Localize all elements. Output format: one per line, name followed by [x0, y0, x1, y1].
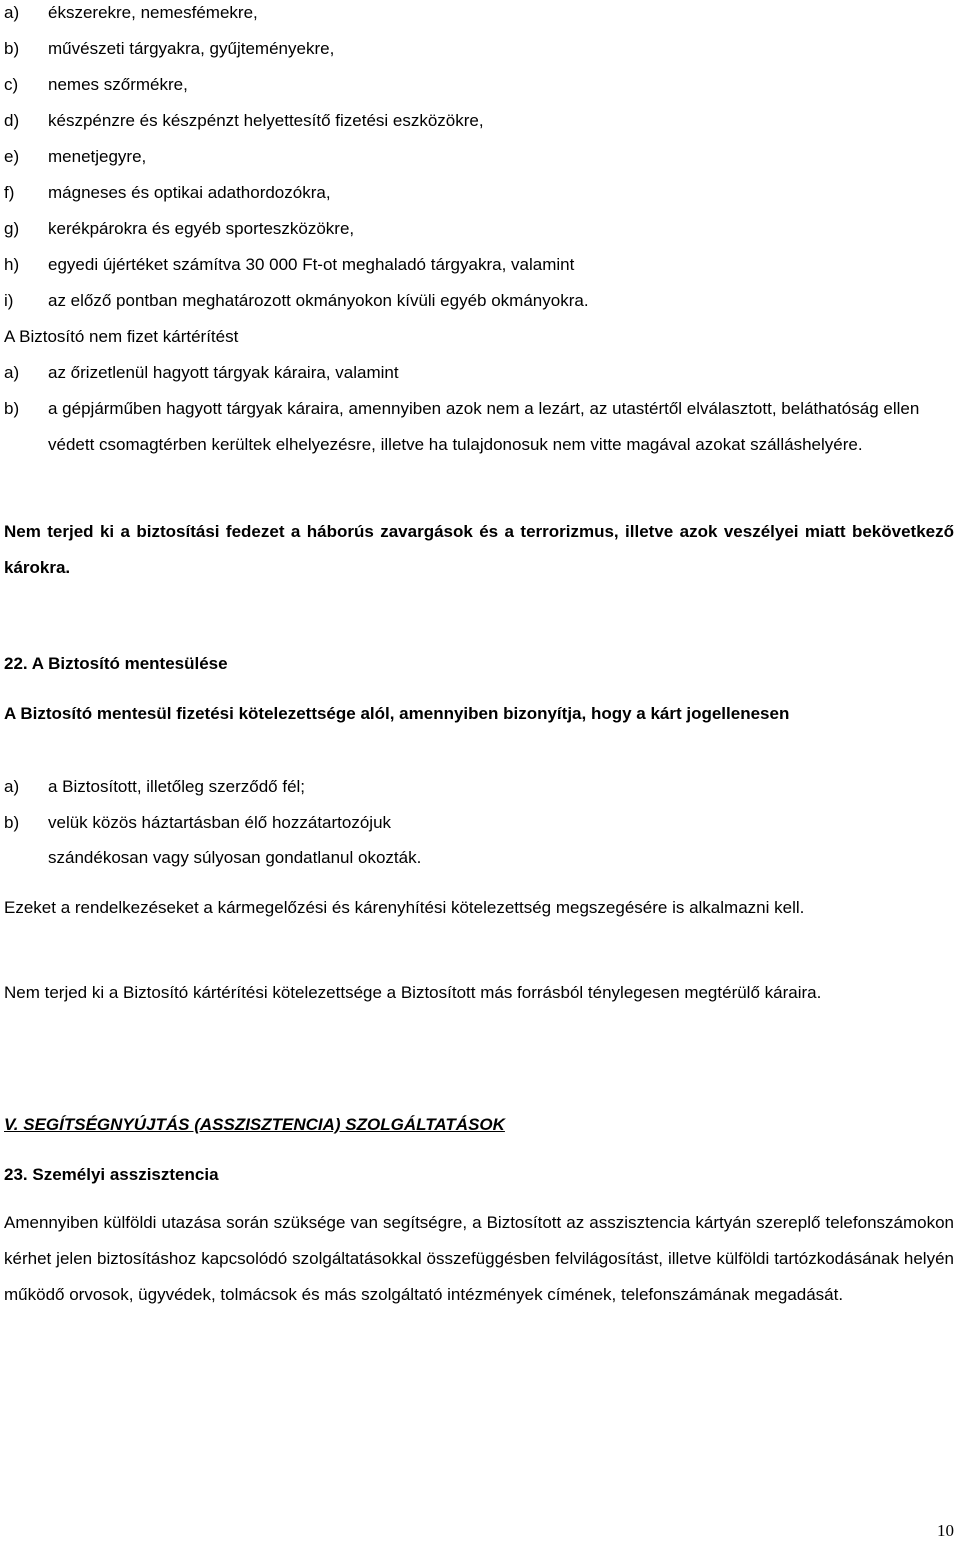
list-text: az előző pontban meghatározott okmányokon kívüli egyéb okmányokra. [48, 291, 589, 310]
list-marker: b) [4, 39, 20, 58]
list-item [4, 3, 954, 23]
list-text: művészeti tárgyakra, gyűjteményekre, [48, 39, 335, 58]
list-item [4, 111, 954, 131]
list-marker: e) [4, 147, 20, 166]
list-marker: c) [4, 75, 19, 94]
exclusion-intro: A Biztosító nem fizet kártérítést [4, 327, 239, 346]
list-item [4, 147, 954, 167]
list-marker: b) [4, 399, 20, 418]
list-text: kerékpárokra és egyéb sporteszközökre, [48, 219, 355, 238]
list-item [4, 255, 954, 275]
list-text: mágneses és optikai adathordozókra, [48, 183, 331, 202]
list-marker: h) [4, 255, 20, 274]
list-item [4, 777, 954, 797]
list-text: velük közös háztartásban élő hozzátartozójuk [48, 813, 392, 832]
list-text: a gépjárműben hagyott tárgyak káraira, amennyiben azok nem a lezárt, az utastértől elválasztott, beláthatóság ellen védett csomagtérben kerültek elhelyezésre, illetve ha tulajdonosuk nem vitte magával azokat szálláshelyére. [48, 399, 920, 454]
list-text: menetjegyre, [48, 147, 147, 166]
list-item [4, 363, 954, 383]
list-marker: g) [4, 219, 20, 238]
page-number: 10 [937, 1521, 954, 1540]
section-22-heading: 22. A Biztosító mentesülése [4, 654, 228, 673]
list-marker: f) [4, 183, 15, 202]
war-clause: Nem terjed ki a biztosítási fedezet a háborús zavargások és a terrorizmus, illetve azok veszélyei miatt bekövetkező károkra. [4, 522, 954, 577]
list-text: készpénzre és készpénzt helyettesítő fizetési eszközökre, [48, 111, 484, 130]
section-22-paragraph: Ezeket a rendelkezéseket a kármegelőzési és kárenyhítési kötelezettség megszegésére is alkalmazni kell. [4, 898, 805, 917]
section-23-text: Amennyiben külföldi utazása során szüksége van segítségre, a Biztosított az asszisztencia kártyán szereplő telefonszámokon kérhet jelen biztosításhoz kapcsolódó szolgáltatásokkal összefüggésben felvilágosítást, illetve külföldi tartózkodásának helyén működő orvosok, ügyvédek, tolmácsok és más szolgáltató intézmények címének, telefonszámának megadását. [4, 1213, 954, 1304]
list-marker: d) [4, 111, 20, 130]
list-item [4, 291, 954, 311]
list-item [4, 183, 954, 203]
list-text: egyedi újértéket számítva 30 000 Ft-ot meghaladó tárgyakra, valamint [48, 255, 575, 274]
list-text: ékszerekre, nemesfémekre, [48, 3, 258, 22]
chapter-heading: V. SEGÍTSÉGNYÚJTÁS (ASSZISZTENCIA) SZOLGÁLTATÁSOK [4, 1115, 505, 1134]
list-text: a Biztosított, illetőleg szerződő fél; [48, 777, 306, 796]
section-22-closing: szándékosan vagy súlyosan gondatlanul okozták. [48, 848, 422, 867]
list-text: az őrizetlenül hagyott tárgyak káraira, valamint [48, 363, 399, 382]
section-22-intro: A Biztosító mentesül fizetési kötelezettsége alól, amennyiben bizonyítja, hogy a kárt jogellenesen [4, 704, 790, 723]
list-marker: a) [4, 777, 20, 796]
list-marker: b) [4, 813, 20, 832]
section-23-heading: 23. Személyi asszisztencia [4, 1165, 219, 1184]
list-text: nemes szőrmékre, [48, 75, 188, 94]
list-marker: a) [4, 363, 20, 382]
list-item [4, 219, 954, 239]
list-item [4, 813, 954, 833]
list-item [4, 75, 954, 95]
list-item [4, 39, 954, 59]
list-item [4, 391, 954, 463]
section-22-paragraph: Nem terjed ki a Biztosító kártérítési kötelezettsége a Biztosított más forrásból ténylegesen megtérülő káraira. [4, 983, 822, 1002]
list-marker: a) [4, 3, 20, 22]
list-marker: i) [4, 291, 14, 310]
